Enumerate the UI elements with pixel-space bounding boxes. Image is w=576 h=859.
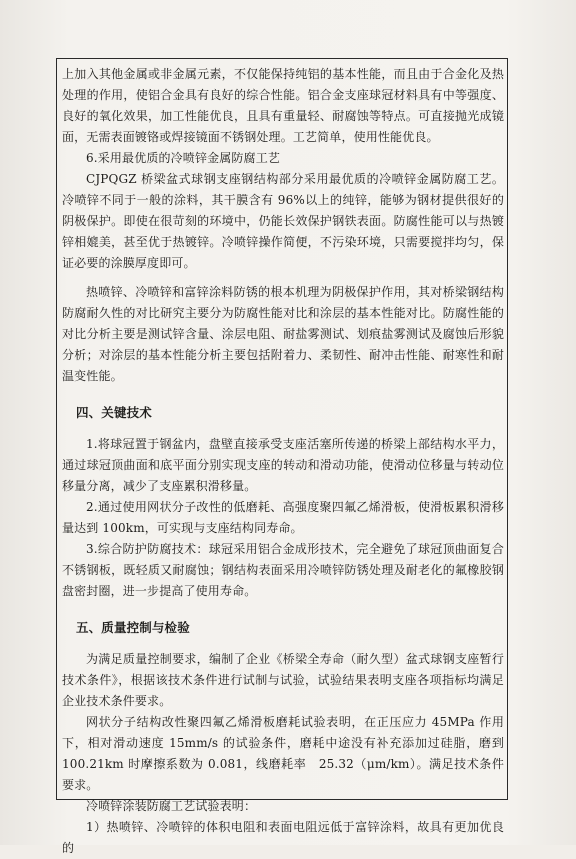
paragraph-ptfe-wear-test: 网状分子结构改性聚四氟乙烯滑板磨耗试验表明，在正压应力 45MPa 作用下，相对滑动速度 15mm/s 的试验条件，磨耗中途没有补充添加过硅脂，磨到 100.21km 时摩擦系数为 0.081，线磨耗率 25.32（μm/km）。满足技术条件要求。 [62,715,504,792]
document-body [62,64,504,859]
key-technology-item-2: 2.通过使用网状分子改性的低磨耗、高强度聚四氟乙烯滑板，使滑板累积滑移量达到 100km，可实现与支座结构同寿命。 [62,500,504,535]
section-item-6-title: 6.采用最优质的冷喷锌金属防腐工艺 [86,151,281,165]
paragraph-anticorrosion-mechanism: 热喷锌、冷喷锌和富锌涂料防锈的根本机理为阴极保护作用，其对桥梁钢结构防腐耐久性的对比研究主要分为防腐性能对比和涂层的基本性能对比。防腐性能的对比分析主要是测试锌含量、涂层电阻、耐盐雾测试、划痕盐雾测试及腐蚀后形貌分析；对涂层的基本性能分析主要包括附着力、柔韧性、耐冲击性能、耐寒性和耐温变性能。 [62,285,504,383]
key-technology-item-1: 1.将球冠置于钢盆内，盘壁直接承受支座活塞所传递的桥梁上部结构水平力，通过球冠顶曲面和底平面分别实现支座的转动和滑动功能，使滑动位移量与转动位移量分离，减少了支座累积滑移量。 [62,437,504,493]
section-heading-key-technology: 四、关键技术 [76,405,152,420]
section-heading-quality-control: 五、质量控制与检验 [76,620,190,635]
paragraph-cold-zinc-test-intro: 冷喷锌涂装防腐工艺试验表明： [86,799,257,813]
key-technology-item-3: 3.综合防护防腐技术：球冠采用铝合金成形技术，完全避免了球冠顶曲面复合不锈钢板，既轻质又耐腐蚀；钢结构表面采用冷喷锌防锈处理及耐老化的氟橡胶钢盘密封圈，进一步提高了使用寿命。 [62,542,504,598]
paragraph-cold-zinc: CJPQGZ 桥梁盆式球钢支座钢结构部分采用最优质的冷喷锌金属防腐工艺。冷喷锌不同于一般的涂料，其干膜含有 96%以上的纯锌，能够为钢材提供很好的阴极保护。即使在很苛刻的环境中，仍能长效保护钢铁表面。防腐性能可以与热镀锌相媲美，甚至优于热镀锌。冷喷锌操作简便，不污染环境，只需要搅拌均匀，保证必要的涂膜厚度即可。 [62,172,504,270]
paragraph-aluminum-alloy: 上加入其他金属或非金属元素，不仅能保持纯铝的基本性能，而且由于合金化及热处理的作用，使铝合金具有良好的综合性能。铝合金支座球冠材料具有中等强度、良好的氧化效果，加工性能优良，且具有重量轻、耐腐蚀等特点。可直接抛光成镜面，无需表面镀铬或焊接镜面不锈钢处理。工艺简单，使用性能优良。 [62,67,504,144]
paragraph-cold-zinc-test-item-1: 1）热喷锌、冷喷锌的体积电阻和表面电阻远低于富锌涂料，故具有更加优良的 [62,820,504,855]
paragraph-quality-requirements: 为满足质量控制要求，编制了企业《桥梁全寿命（耐久型）盆式球钢支座暂行技术条件》，根据该技术条件进行试制与试验，试验结果表明支座各项指标均满足企业技术条件要求。 [62,652,504,708]
